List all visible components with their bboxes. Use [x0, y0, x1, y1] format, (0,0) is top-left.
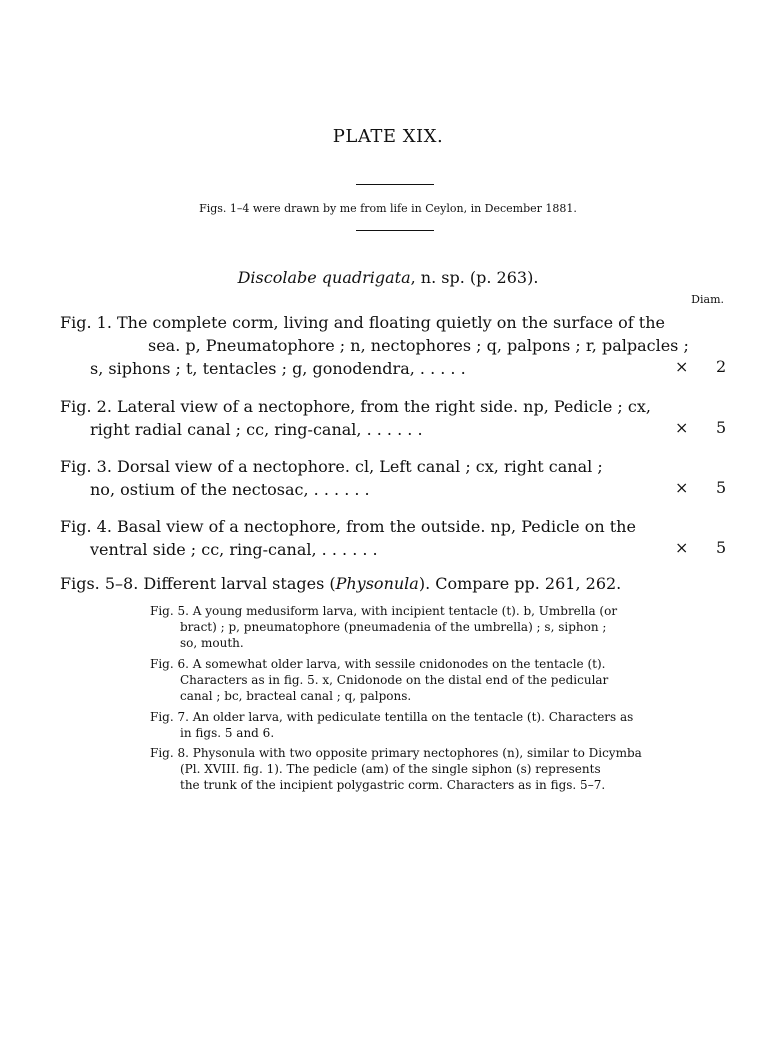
figure-3-line-2: no, ostium of the nectosac, . . . . . . — [90, 480, 370, 499]
figure-4-caption — [60, 515, 656, 561]
figure-2-caption — [60, 395, 656, 441]
figure-8-line-2: (Pl. XVIII. fig. 1). The pedicle (am) of the single siphon (s) represents — [180, 762, 601, 776]
figure-6-caption — [150, 656, 670, 704]
figure-5-line-1: Fig. 5. A young medusiform larva, with incipient tentacle (t). b, Umbrella (or — [150, 604, 618, 618]
figure-6-line-2: Characters as in fig. 5. x, Cnidonode on the distal end of the pedicular — [180, 673, 609, 687]
figure-7-line-2: in figs. 5 and 6. — [180, 726, 275, 740]
larval-heading-italic: Physonula — [335, 574, 419, 593]
divider-top — [356, 184, 434, 185]
figure-4-times: × — [675, 538, 689, 557]
figure-8-line-3: the trunk of the incipient polygastric corm. Characters as in figs. 5–7. — [180, 778, 606, 792]
figure-4-line-1: Fig. 4. Basal view of a nectophore, from the outside. np, Pedicle on the — [60, 517, 636, 536]
figure-1-caption — [60, 311, 689, 380]
drawing-note: Figs. 1–4 were drawn by me from life in Ceylon, in December 1881. — [199, 202, 577, 215]
figure-1-line-3: s, siphons ; t, tentacles ; g, gonodendra, . . . . . — [90, 359, 466, 378]
figure-6-line-1: Fig. 6. A somewhat older larva, with sessile cnidonodes on the tentacle (t). — [150, 657, 606, 671]
species-heading — [0, 268, 776, 287]
figure-7-caption — [150, 709, 670, 741]
figure-2-line-2: right radial canal ; cc, ring-canal, . . . . . . — [90, 420, 423, 439]
divider-bottom — [356, 230, 434, 231]
figure-5-line-3: so, mouth. — [180, 636, 244, 650]
figure-8-line-1: Fig. 8. Physonula with two opposite primary nectophores (n), similar to Dicymba — [150, 746, 642, 760]
figure-8-caption — [150, 745, 670, 793]
figure-1-times: × — [675, 357, 689, 376]
figure-5-line-2: bract) ; p, pneumatophore (pneumadenia of the umbrella) ; s, siphon ; — [180, 620, 607, 634]
larval-heading-prefix: Figs. 5–8. Different larval stages ( — [60, 574, 336, 593]
plate-title: PLATE XIX. — [332, 126, 444, 147]
figure-3-caption — [60, 455, 656, 501]
larval-stages-heading — [60, 574, 621, 593]
figure-1-magnification: 2 — [716, 357, 727, 376]
species-rest: , n. sp. (p. 263). — [410, 268, 539, 287]
figure-4-line-2: ventral side ; cc, ring-canal, . . . . . . — [90, 540, 378, 559]
figure-2-magnification: 5 — [716, 418, 727, 437]
figure-4-magnification: 5 — [716, 538, 727, 557]
figure-3-line-1: Fig. 3. Dorsal view of a nectophore. cl, Left canal ; cx, right canal ; — [60, 457, 603, 476]
figure-5-caption — [150, 603, 670, 651]
figure-6-line-3: canal ; bc, bracteal canal ; q, palpons. — [180, 689, 412, 703]
figure-3-times: × — [675, 478, 689, 497]
figure-1-line-2: sea. p, Pneumatophore ; n, nectophores ; q, palpons ; r, palpacles ; — [148, 336, 689, 355]
figure-2-times: × — [675, 418, 689, 437]
diam-label: Diam. — [691, 293, 724, 306]
figure-1-line-1: Fig. 1. The complete corm, living and floating quietly on the surface of the — [60, 313, 665, 332]
figure-7-line-1: Fig. 7. An older larva, with pediculate tentilla on the tentacle (t). Characters as — [150, 710, 634, 724]
figure-3-magnification: 5 — [716, 478, 727, 497]
figure-2-line-1: Fig. 2. Lateral view of a nectophore, from the right side. np, Pedicle ; cx, — [60, 397, 651, 416]
larval-heading-suffix: ). Compare pp. 261, 262. — [418, 574, 622, 593]
species-name: Discolabe quadrigata — [237, 268, 411, 287]
